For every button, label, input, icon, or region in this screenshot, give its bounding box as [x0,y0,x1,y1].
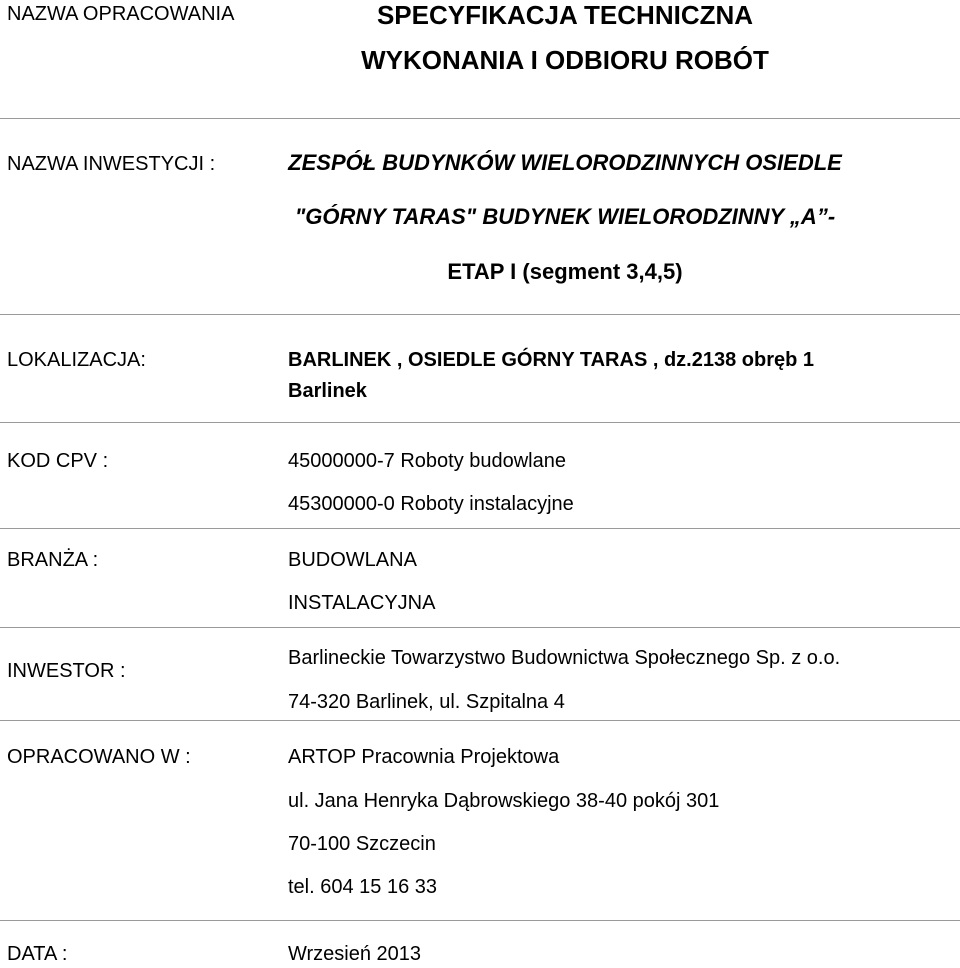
document-title-line1: SPECYFIKACJA TECHNICZNA [376,0,754,30]
divider [0,720,960,721]
divider [0,627,960,628]
investor-label: INWESTOR : [7,660,126,682]
cpv-code-1: 45000000-7 Roboty budowlane [288,450,566,472]
cpv-label: KOD CPV : [7,450,109,472]
prepared-by-company: ARTOP Pracownia Projektowa [288,746,560,768]
prepared-by-street: ul. Jana Henryka Dąbrowskiego 38-40 pokój 301 [288,790,720,812]
branch-line1: BUDOWLANA [288,549,417,571]
investor-name: Barlineckie Towarzystwo Budownictwa Społecznego Sp. z o.o. [288,647,841,669]
location-label: LOKALIZACJA: [7,349,146,371]
document-title-line2: WYKONANIA I ODBIORU ROBÓT [361,45,769,75]
prepared-by-city: 70-100 Szczecin [288,833,436,855]
investment-name-line2: "GÓRNY TARAS" BUDYNEK WIELORODZINNY „A”- [294,204,836,229]
location-line1: BARLINEK , OSIEDLE GÓRNY TARAS , dz.2138 obręb 1 [288,349,815,371]
date-value: Wrzesień 2013 [288,943,422,965]
location-line2: Barlinek [288,380,367,402]
prepared-by-label: OPRACOWANO W : [7,746,191,768]
investment-name-line3: ETAP I (segment 3,4,5) [447,259,683,284]
divider [0,118,960,119]
date-label: DATA : [7,943,68,965]
investment-name-line1: ZESPÓŁ BUDYNKÓW WIELORODZINNYCH OSIEDLE [288,150,842,175]
branch-line2: INSTALACYJNA [288,592,436,614]
divider [0,528,960,529]
branch-label: BRANŻA : [7,549,99,571]
divider [0,422,960,423]
divider [0,314,960,315]
investment-label: NAZWA INWESTYCJI : [7,153,216,175]
title-label: NAZWA OPRACOWANIA [7,3,235,25]
prepared-by-phone: tel. 604 15 16 33 [288,876,438,898]
investor-address: 74-320 Barlinek, ul. Szpitalna 4 [288,691,565,713]
cpv-code-2: 45300000-0 Roboty instalacyjne [288,493,574,515]
divider [0,920,960,921]
